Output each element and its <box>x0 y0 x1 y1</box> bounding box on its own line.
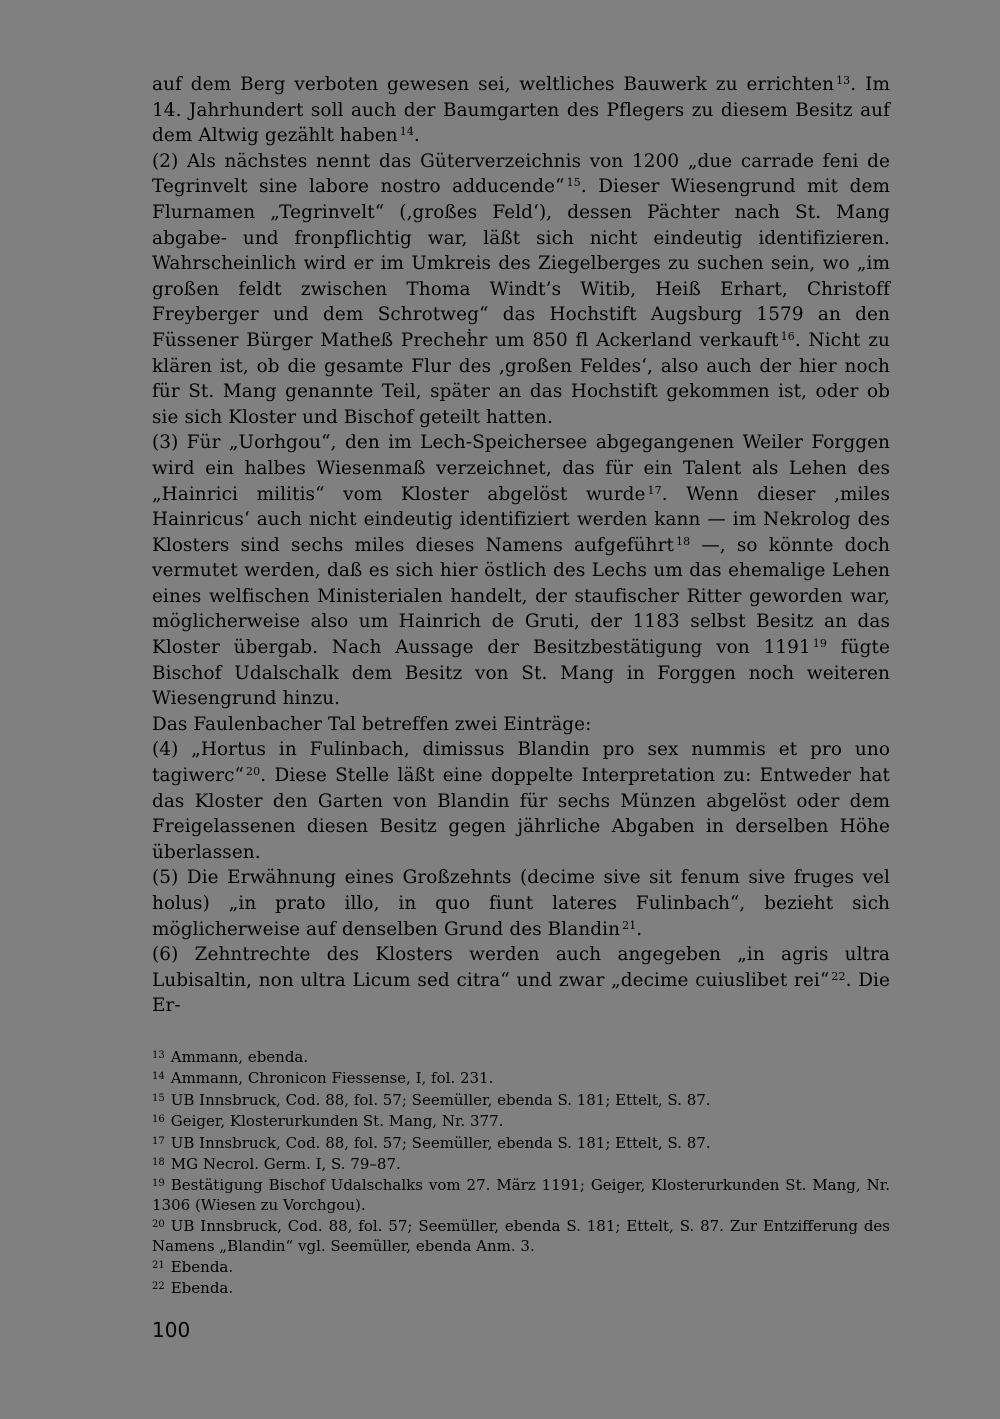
paragraph-1 <box>152 72 890 149</box>
footnote-ref: 21 <box>622 918 637 932</box>
paragraph-text: (4) „Hortus in Fulinbach, dimissus Blandin pro sex nummis et pro uno tagiwerc“ <box>152 739 890 787</box>
footnote-number: 17 <box>152 1135 165 1147</box>
footnote-text: Ammann, ebenda. <box>170 1048 309 1066</box>
paragraph-text: —, so könnte doch vermutet werden, daß es sich hier östlich des Lechs um das ehemalige Lehen eines welfischen Ministerialen handelt, der staufischer Ritter geworden war, möglicherweise also um Hainrich de Gruti, der 1183 selbst Besitz an das Kloster übergab. Nach Aussage der Besitzbestätigung von 1191 <box>152 534 890 659</box>
paragraph-text: . Im 14. Jahrhundert soll auch der Baumgarten des Pflegers zu diesem Besitz auf dem Altwig gezählt haben <box>152 74 891 147</box>
footnote-text: Geiger, Klosterurkunden St. Mang, Nr. 377. <box>170 1112 504 1131</box>
footnote-number: 21 <box>152 1260 165 1272</box>
footnote-number: 19 <box>152 1178 165 1190</box>
body-text <box>152 72 890 1019</box>
paragraph-3 <box>152 430 890 712</box>
footnote-ref: 14 <box>399 125 414 139</box>
footnote-ref: 13 <box>836 74 851 87</box>
footnote <box>152 1089 890 1110</box>
footnote <box>152 1153 890 1174</box>
footnote-text: MG Necrol. Germ. I, S. 79–87. <box>170 1155 401 1174</box>
footnote-text: Ebenda. <box>170 1258 234 1277</box>
paragraph-text: . Nicht zu klären ist, ob die gesamte Flur des ‚großen Feldes‘, also auch der hier noch für St. Mang genannte Teil, später an das Hochstift gekommen ist, oder ob sie sich Kloster und Bischof geteilt hatten. <box>152 329 890 428</box>
footnote-number: 18 <box>152 1157 165 1169</box>
footnote-number: 13 <box>152 1050 165 1061</box>
footnote-ref: 15 <box>566 176 581 190</box>
footnote-ref: 17 <box>647 483 662 497</box>
footnote-text: UB Innsbruck, Cod. 88, fol. 57; Seemüller, ebenda S. 181; Ettelt, S. 87. Zur Entzifferung des Namens „Blandin“ vgl. Seemüller, ebenda Anm. 3. <box>152 1217 890 1255</box>
footnote <box>152 1110 890 1131</box>
paragraph-text: Das Faulenbacher Tal betreffen zwei Einträge: <box>152 713 592 735</box>
paragraph-text: . Die Er- <box>152 969 891 1017</box>
paragraph-text: (2) Als nächstes nennt das Güterverzeichnis von 1200 „due carrade feni de Tegrinvelt sine labore nostro adducende“ <box>152 150 890 198</box>
footnote-number: 22 <box>152 1281 165 1293</box>
paragraph-text: . Dieser Wiesengrund mit dem Flurnamen „Tegrinvelt“ (‚großes Feld‘), dessen Pächter nach St. Mang abgabe- und fronpflichtig war, läßt sich nicht eindeutig identifizieren. Wahrscheinlich wird er im Umkreis des Ziegelberges zu suchen sein, wo „im großen feldt zwischen Thoma Windt’s Witib, Heiß Erhart, Christoff Freyberger und dem Schrotweg“ das Hochstift Augsburg 1579 an den Füssener Bürger Matheß Precheḣr um 850 fl Ackerland verkauft <box>152 176 891 351</box>
footnote <box>152 1215 890 1256</box>
paragraph-text: (5) Die Erwähnung eines Großzehnts (decime sive sit fenum sive fruges vel holus) „in prato illo, in quo fiunt lateres Fulinbach“, bezieht sich möglicherweise auf denselben Grund des Blandin <box>152 867 890 940</box>
paragraph-text: . <box>636 918 643 940</box>
paragraph-text: . Diese Stelle läßt eine doppelte Interpretation zu: Entweder hat das Kloster den Garten von Blandin für sechs Münzen abgelöst oder dem Freigelassenen diesen Besitz gegen jährliche Abgaben in derselben Höhe überlassen. <box>152 765 890 863</box>
footnote-number: 20 <box>152 1219 165 1231</box>
paragraph-text: . <box>413 125 420 147</box>
footnote-text: Bestätigung Bischof Udalschalks vom 27. März 1191; Geiger, Klosterurkunden St. Mang, Nr. 1306 (Wiesen zu Vorchgou). <box>152 1176 890 1214</box>
page-number: 100 <box>152 1318 191 1342</box>
paragraph-text: (6) Zehntrechte des Klosters werden auch angegeben „in agris ultra Lubisaltin, non ultra Licum sed citra“ und zwar „decime cuiuslibet rei“ <box>152 944 890 991</box>
paragraph-text: fügte Bischof Udalschalk dem Besitz von St. Mang in Forggen noch weiteren Wiesengrund hinzu. <box>152 637 890 710</box>
paragraph-2 <box>152 149 890 431</box>
paragraph-4 <box>152 712 890 738</box>
footnote-number: 16 <box>152 1114 165 1126</box>
footnote-number: 14 <box>152 1071 165 1083</box>
footnote <box>152 1174 890 1215</box>
footnotes <box>152 1046 890 1299</box>
footnote-ref: 18 <box>676 534 691 548</box>
footnote <box>152 1067 890 1088</box>
footnote <box>152 1046 890 1067</box>
footnote-number: 15 <box>152 1092 165 1104</box>
paragraph-text: . Wenn dieser ‚miles Hainricus‘ auch nicht eindeutig identifiziert werden kann — im Nekrolog des Klosters sind sechs miles dieses Namens aufgeführt <box>152 483 890 556</box>
footnote-text: UB Innsbruck, Cod. 88, fol. 57; Seemüller, ebenda S. 181; Ettelt, S. 87. <box>170 1090 711 1109</box>
paragraph-text: (3) Für „Uorhgou“, den im Lech-Speichersee abgegangenen Weiler Forggen wird ein halbes Wiesenmaß verzeichnet, das für ein Talent als Lehen des „Hainrici militis“ vom Kloster abgelöst wurde <box>152 432 890 505</box>
footnote-text: UB Innsbruck, Cod. 88, fol. 57; Seemüller, ebenda S. 181; Ettelt, S. 87. <box>170 1133 711 1152</box>
footnote-ref: 22 <box>831 969 846 983</box>
footnote-ref: 16 <box>780 329 795 343</box>
footnote-text: Ebenda. <box>170 1279 234 1298</box>
footnote-text: Ammann, Chronicon Fiessense, I, fol. 231. <box>170 1069 494 1088</box>
paragraph-5 <box>152 737 890 865</box>
paragraph-text: auf dem Berg verboten gewesen sei, weltliches Bauwerk zu errichten <box>152 74 835 95</box>
footnote-ref: 19 <box>812 637 827 651</box>
paragraph-7 <box>152 942 890 1019</box>
footnote <box>152 1277 890 1298</box>
paragraph-6 <box>152 865 890 942</box>
footnote-ref: 20 <box>246 765 261 779</box>
footnote <box>152 1256 890 1277</box>
footnote <box>152 1132 890 1153</box>
